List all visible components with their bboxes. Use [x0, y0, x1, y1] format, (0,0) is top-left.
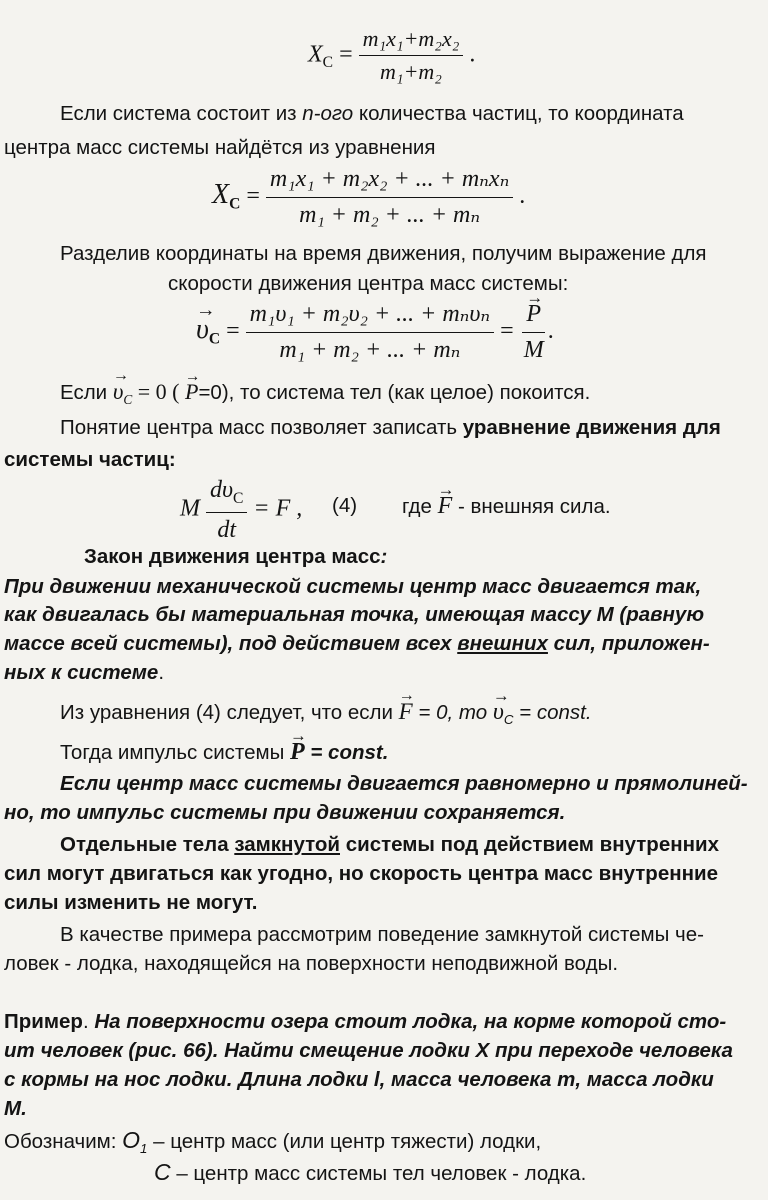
example-line4: M. [4, 1097, 27, 1120]
example-line3: с кормы на нос лодки. Длина лодки l, масса человека m, масса лодки [4, 1068, 714, 1091]
equation-number: (4) [332, 494, 358, 517]
equation-center-of-mass-two: $X_C$ = $\frac{\text{m₁x₁+m₂x₂}}{\text{m₁+m₂}}$ . [308, 26, 476, 85]
law-text-line4: ных к системе. [4, 661, 165, 684]
equation-motion-4: M $\frac{d\upsilon_C}{dt}$ = F , [180, 477, 303, 543]
paragraph-n-particles-line2: центра масс системы найдётся из уравнения [4, 136, 436, 159]
equation-center-of-mass-n: $X_C$ = $\frac{\text{m₁x₁ + m₂x₂ + ... + mₙxₙ}}{\text{m₁ + m₂ + ... + mₙ}}$ . [212, 166, 526, 228]
paragraph-n-particles-line1: Если система состоит из n-ого количества частиц, то координата [60, 102, 684, 125]
example-line2: ит человек (рис. 66). Найти смещение лодки X при переходе человека [4, 1039, 733, 1062]
line-momentum-const: Тогда импульс системы → P = const. [60, 738, 388, 767]
law-text-line2: как двигалась бы материальная точка, имеющая массу М (равную [4, 603, 705, 626]
notation-line2: C – центр масс системы тел человек - лодка. [154, 1159, 587, 1185]
paragraph-uniform-line2: но, то импульс системы при движении сохраняется. [4, 801, 566, 824]
paragraph-velocity-line2: скорости движения центра масс системы: [168, 272, 569, 295]
paragraph-concept-line1: Понятие центра масс позволяет записать уравнение движения для [60, 416, 721, 439]
paragraph-concept-line2: системы частиц: [4, 448, 176, 471]
line-system-at-rest: Если → $\upsilon_C = 0$ ( → P=0), то система тел (как целое) покоится. [60, 378, 590, 408]
example-line1: Пример. На поверхности озера стоит лодка, на корме которой сто- [4, 1010, 727, 1033]
paragraph-example-intro-line1: В качестве примера рассмотрим поведение замкнутой системы че- [60, 923, 704, 946]
paragraph-closed-line3: силы изменить не могут. [4, 891, 258, 914]
law-text-line1: При движении механической системы центр масс двигается так, [4, 575, 702, 598]
notation-line1: Обозначим: $O_1$ – центр масс (или центр тяжести) лодки, [4, 1127, 542, 1157]
equation-center-of-mass-velocity: → $\upsilon_C$ = $\frac{\text{m₁υ₁ + m₂υ₂ + ... + mₙυₙ}}{\text{m₁ + m₂ + ... + mₙ}}$ = → $\frac{P}{M}$ . [196, 300, 554, 365]
external-force-note: где → F - внешняя сила. [402, 492, 611, 521]
law-text-line3: массе всей системы), под действием всех внешних сил, приложен- [4, 632, 710, 655]
paragraph-uniform-line1: Если центр масс системы двигается равномерно и прямолиней- [60, 772, 748, 795]
paragraph-closed-line2: сил могут двигаться как угодно, но скорость центра масс внутренние [4, 862, 718, 885]
law-title: Закон движения центра масс: [84, 545, 388, 568]
paragraph-closed-line1: Отдельные тела замкнутой системы под действием внутренних [60, 833, 719, 856]
paragraph-velocity-line1: Разделив координаты на время движения, получим выражение для [60, 242, 707, 265]
paragraph-example-intro-line2: ловек - лодка, находящейся на поверхности неподвижной воды. [4, 952, 619, 975]
line-follows-from-4: Из уравнения (4) следует, что если → F = 0, то → $\upsilon_C$ = const. [60, 698, 592, 728]
